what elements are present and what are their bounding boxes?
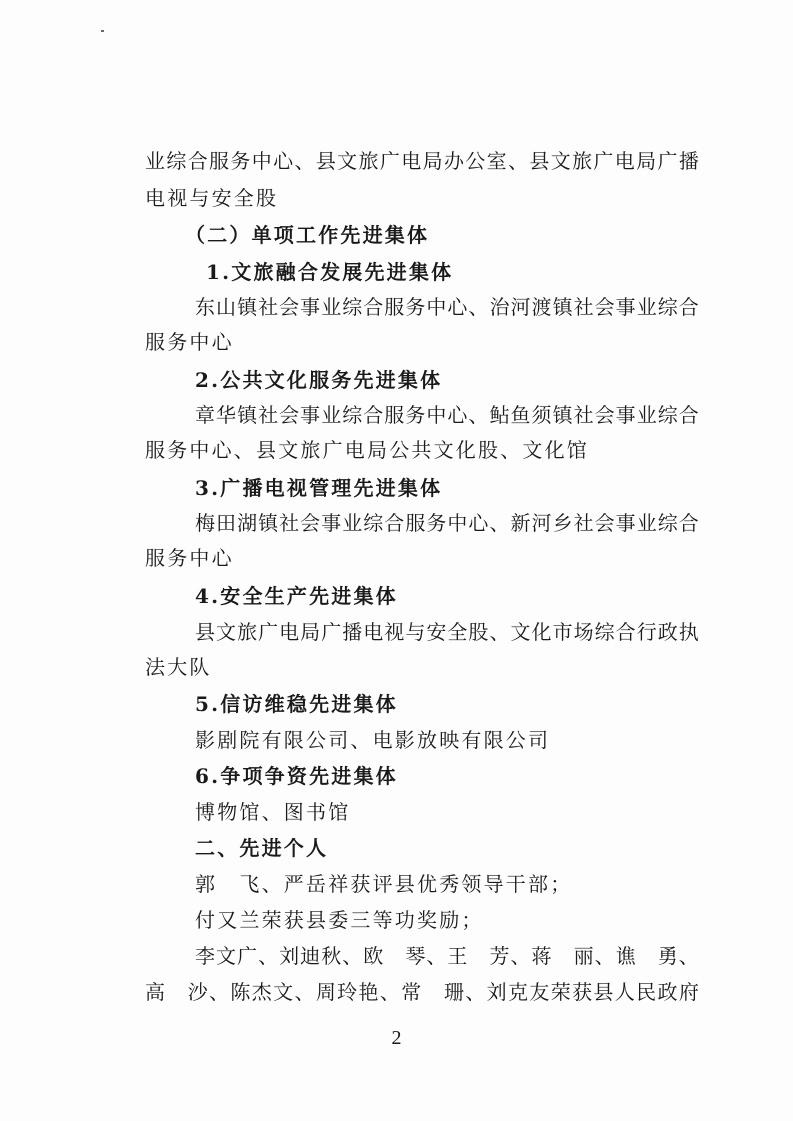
body-text-line: 影剧院有限公司、电影放映有限公司	[195, 728, 551, 752]
body-text-line: 业综合服务中心、县文旅广电局办公室、县文旅广电局广播	[145, 149, 701, 173]
body-text-line: 付又兰荣获县委三等功奖励；	[195, 908, 484, 932]
section-heading: 二、先进个人	[195, 836, 329, 860]
category-heading: 3.广播电视管理先进集体	[195, 476, 443, 500]
body-text-line: 法大队	[145, 655, 212, 679]
body-text-line: 高 沙、陈杰文、周玲艳、常 珊、刘克友荣获县人民政府	[145, 980, 701, 1004]
category-heading: 2.公共文化服务先进集体	[195, 368, 443, 392]
scan-speck	[101, 30, 104, 32]
body-text-line: 电视与安全股	[145, 186, 279, 210]
body-text-line: 服务中心、县文旅广电局公共文化股、文化馆	[145, 438, 589, 462]
category-heading: 1.文旅融合发展先进集体	[206, 260, 454, 284]
category-heading: 6.争项争资先进集体	[195, 764, 398, 788]
body-text-line: 东山镇社会事业综合服务中心、治河渡镇社会事业综合	[195, 295, 700, 319]
body-text-line: 李文广、刘迪秋、欧 琴、王 芳、蒋 丽、谯 勇、	[195, 944, 700, 968]
body-text-line: 服务中心	[145, 546, 234, 570]
body-text-line: 郭 飞、严岳祥获评县优秀领导干部；	[195, 872, 573, 896]
body-text-line: 县文旅广电局广播电视与安全股、文化市场综合行政执	[195, 620, 700, 644]
category-heading: 5.信访维稳先进集体	[195, 692, 398, 716]
page-number: 2	[391, 1027, 402, 1049]
subsection-heading: （二）单项工作先进集体	[185, 223, 430, 247]
body-text-line: 服务中心	[145, 330, 234, 354]
body-text-line: 博物馆、图书馆	[195, 800, 351, 824]
category-heading: 4.安全生产先进集体	[195, 584, 398, 608]
body-text-line: 梅田湖镇社会事业综合服务中心、新河乡社会事业综合	[195, 511, 700, 535]
body-text-line: 章华镇社会事业综合服务中心、鲇鱼须镇社会事业综合	[195, 403, 700, 427]
